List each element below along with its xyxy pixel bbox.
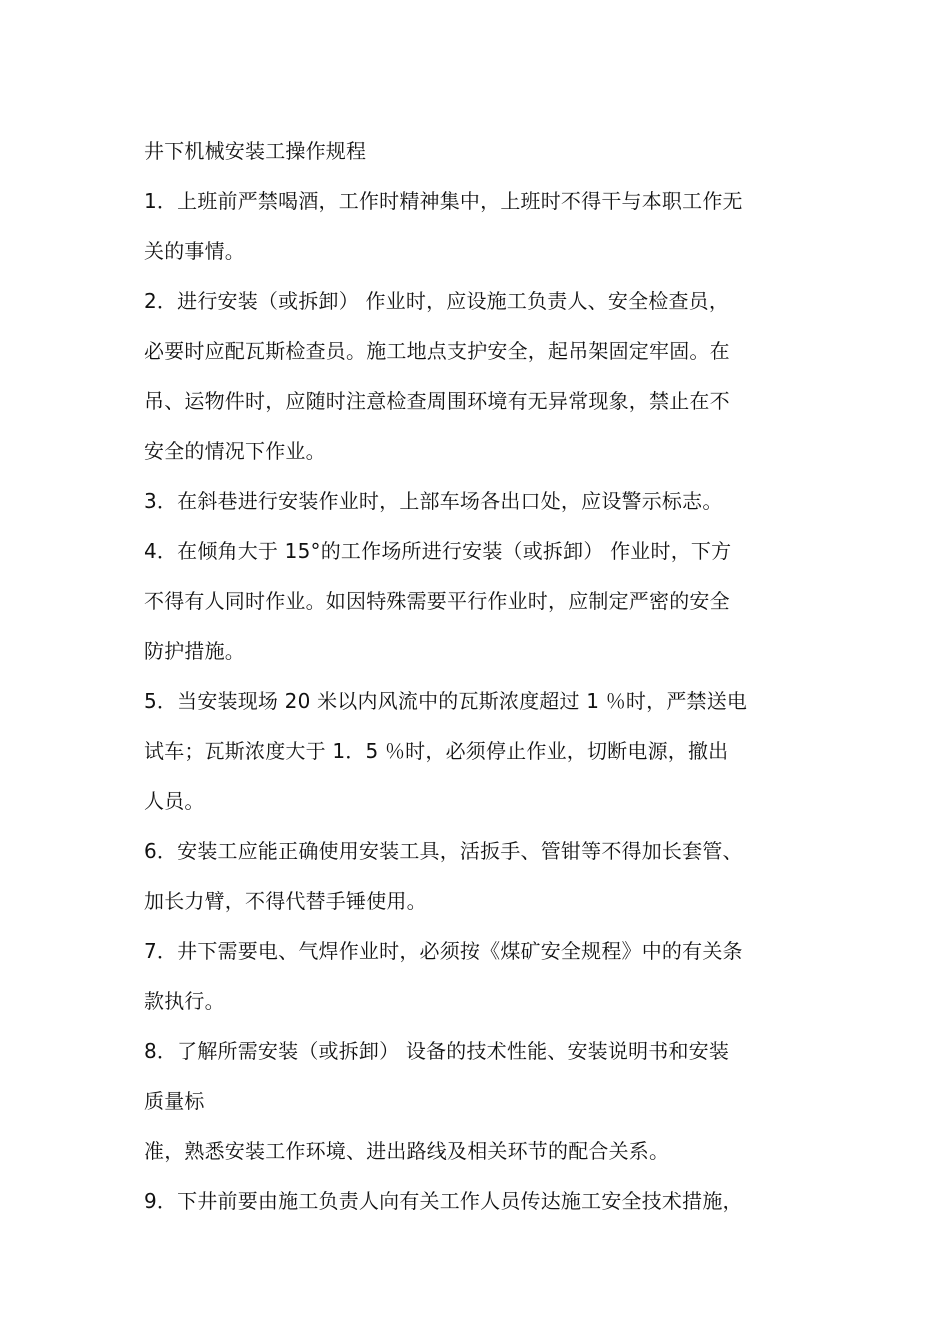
text-line: 加长力臂，不得代替手锤使用。 bbox=[144, 889, 427, 913]
text-line: 关的事情。 bbox=[144, 239, 245, 263]
text-line: 准，熟悉安装工作环境、进出路线及相关环节的配合关系。 bbox=[144, 1139, 670, 1163]
document-title: 井下机械安装工操作规程 bbox=[144, 139, 367, 163]
text-line: 8．了解所需安装（或拆卸） 设备的技术性能、安装说明书和安装 bbox=[144, 1039, 730, 1063]
text-line: 2．进行安装（或拆卸） 作业时，应设施工负责人、安全检查员， bbox=[144, 289, 730, 313]
text-line: 人员。 bbox=[144, 789, 205, 813]
text-line: 不得有人同时作业。如因特殊需要平行作业时，应制定严密的安全 bbox=[144, 589, 730, 613]
text-line: 5．当安装现场 20 米以内风流中的瓦斯浓度超过 1 ％时，严禁送电 bbox=[144, 689, 748, 713]
text-line: 质量标 bbox=[144, 1089, 205, 1113]
text-line: 1．上班前严禁喝酒，工作时精神集中，上班时不得干与本职工作无 bbox=[144, 189, 743, 213]
text-line: 6．安装工应能正确使用安装工具，活扳手、管钳等不得加长套管、 bbox=[144, 839, 743, 863]
text-line: 款执行。 bbox=[144, 989, 225, 1013]
text-line: 试车；瓦斯浓度大于 1．5 ％时，必须停止作业，切断电源，撤出 bbox=[144, 739, 729, 763]
text-line: 防护措施。 bbox=[144, 639, 245, 663]
document-body bbox=[144, 126, 808, 1226]
text-line: 必要时应配瓦斯检查员。施工地点支护安全，起吊架固定牢固。在 bbox=[144, 339, 730, 363]
text-line: 吊、运物件时，应随时注意检查周围环境有无异常现象，禁止在不 bbox=[144, 389, 730, 413]
text-line: 3．在斜巷进行安装作业时，上部车场各出口处，应设警示标志。 bbox=[144, 489, 723, 513]
text-line: 安全的情况下作业。 bbox=[144, 439, 326, 463]
text-line: 9．下井前要由施工负责人向有关工作人员传达施工安全技术措施， bbox=[144, 1189, 743, 1213]
text-line: 7．井下需要电、气焊作业时，必须按《煤矿安全规程》中的有关条 bbox=[144, 939, 743, 963]
text-line: 4．在倾角大于 15°的工作场所进行安装（或拆卸） 作业时，下方 bbox=[144, 539, 732, 563]
